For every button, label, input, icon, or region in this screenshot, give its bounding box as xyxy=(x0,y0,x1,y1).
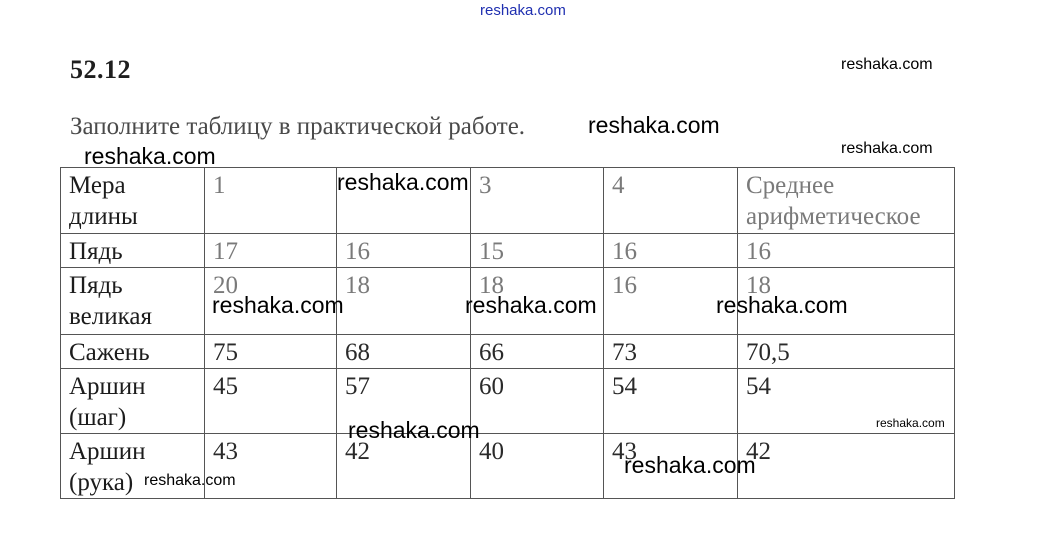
column-header-cell xyxy=(471,168,604,234)
row-label-line: Пядь xyxy=(69,272,123,299)
cell-value: 40 xyxy=(479,438,504,465)
cell-value: 45 xyxy=(213,373,238,400)
table-cell xyxy=(604,369,738,434)
watermark-text: reshaka.com xyxy=(337,169,469,195)
table-cell xyxy=(738,234,955,268)
watermark-text: reshaka.com xyxy=(144,472,236,489)
row-label-line: Мера xyxy=(69,172,126,199)
cell-value: 18 xyxy=(479,272,504,299)
row-label-cell xyxy=(61,335,205,369)
cell-value: 66 xyxy=(479,339,504,366)
row-label-line: Сажень xyxy=(69,339,150,366)
watermark-text: reshaka.com xyxy=(841,56,933,73)
row-label-line: Пядь xyxy=(69,238,123,265)
table-cell xyxy=(337,335,471,369)
row-label-line: Аршин xyxy=(69,373,146,400)
row-label-line: Аршин xyxy=(69,438,146,465)
cell-value: 43 xyxy=(213,438,238,465)
cell-value: 16 xyxy=(612,272,637,299)
watermark-text: reshaka.com xyxy=(480,2,566,19)
table-row xyxy=(61,335,955,369)
row-label-line: (шаг) xyxy=(69,404,127,431)
table-cell xyxy=(471,369,604,434)
table-cell xyxy=(738,434,955,499)
table-cell xyxy=(738,335,955,369)
watermark-text: reshaka.com xyxy=(876,416,945,430)
row-label-cell xyxy=(61,234,205,268)
cell-value: 20 xyxy=(213,272,238,299)
measures-table xyxy=(60,167,955,499)
column-header-value: 4 xyxy=(612,172,625,199)
cell-value: 54 xyxy=(612,373,637,400)
row-label-cell xyxy=(61,369,205,434)
watermark-text: reshaka.com xyxy=(841,140,933,157)
column-header-line: Среднее xyxy=(746,172,835,199)
cell-value: 60 xyxy=(479,373,504,400)
table-cell xyxy=(604,335,738,369)
table-row xyxy=(61,369,955,434)
cell-value: 70,5 xyxy=(746,339,790,366)
column-header-line: арифметическое xyxy=(746,203,921,230)
cell-value: 43 xyxy=(612,438,637,465)
table-cell xyxy=(471,234,604,268)
cell-value: 15 xyxy=(479,238,504,265)
column-header-cell xyxy=(604,168,738,234)
cell-value: 18 xyxy=(746,272,771,299)
column-header-value: 3 xyxy=(479,172,492,199)
column-header-cell xyxy=(205,168,337,234)
watermark-text: reshaka.com xyxy=(348,417,480,443)
row-label-line: великая xyxy=(69,303,152,330)
cell-value: 18 xyxy=(345,272,370,299)
watermark-text: reshaka.com xyxy=(588,112,720,138)
column-header-cell xyxy=(738,168,955,234)
table-cell xyxy=(471,335,604,369)
watermark-text: reshaka.com xyxy=(212,292,344,318)
table-row xyxy=(61,168,955,234)
table-cell xyxy=(205,369,337,434)
table-cell xyxy=(337,268,471,335)
table-cell xyxy=(471,434,604,499)
cell-value: 75 xyxy=(213,339,238,366)
watermark-text: reshaka.com xyxy=(465,292,597,318)
table-row xyxy=(61,234,955,268)
problem-instruction: Заполните таблицу в практической работе. xyxy=(70,113,526,140)
row-label-cell xyxy=(61,168,205,234)
table-cell xyxy=(604,234,738,268)
cell-value: 17 xyxy=(213,238,238,265)
watermark-text: reshaka.com xyxy=(624,452,756,478)
cell-value: 54 xyxy=(746,373,771,400)
cell-value: 42 xyxy=(746,438,771,465)
watermark-text: reshaka.com xyxy=(84,143,216,169)
cell-value: 57 xyxy=(345,373,370,400)
cell-value: 68 xyxy=(345,339,370,366)
cell-value: 42 xyxy=(345,438,370,465)
table-cell xyxy=(205,335,337,369)
table-cell xyxy=(205,234,337,268)
row-label-line: (рука) xyxy=(69,469,134,496)
row-label-cell xyxy=(61,268,205,335)
problem-number: 52.12 xyxy=(70,55,131,84)
watermark-text: reshaka.com xyxy=(716,292,848,318)
row-label-line: длины xyxy=(69,203,138,230)
table-cell xyxy=(337,234,471,268)
column-header-value: 1 xyxy=(213,172,226,199)
cell-value: 16 xyxy=(612,238,637,265)
cell-value: 16 xyxy=(746,238,771,265)
cell-value: 73 xyxy=(612,339,637,366)
cell-value: 16 xyxy=(345,238,370,265)
